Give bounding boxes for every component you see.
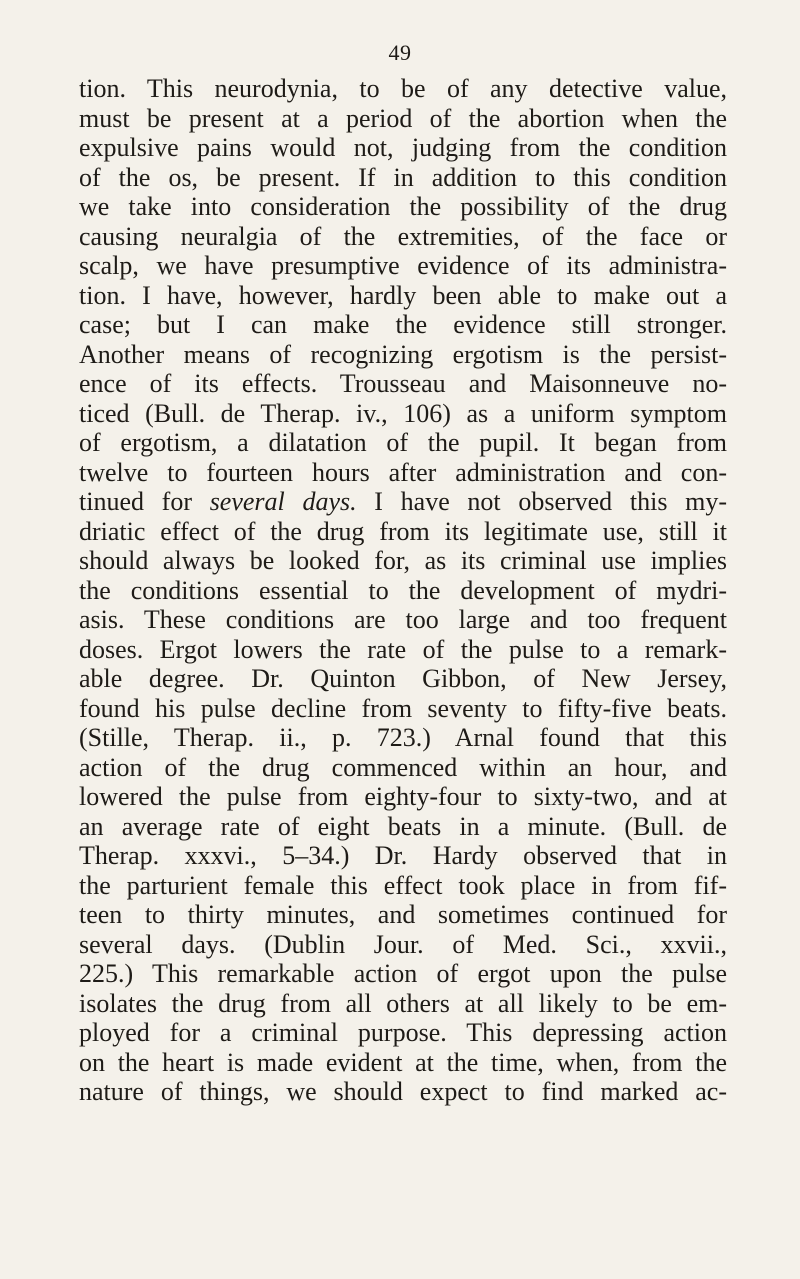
text-line: several days. (Dublin Jour. of Med. Sci., xxvii., xyxy=(79,929,727,959)
text-line: the conditions essential to the development of mydri- xyxy=(79,575,727,605)
text-line: an average rate of eight beats in a minute. (Bull. de xyxy=(79,811,727,841)
text-fragment: tinued for xyxy=(79,487,210,516)
text-line: driatic effect of the drug from its legitimate use, still it xyxy=(79,516,727,546)
text-line: tion. I have, however, hardly been able to make out a xyxy=(79,280,727,310)
text-line: Another means of recognizing ergotism is the persist- xyxy=(79,339,727,369)
text-line: isolates the drug from all others at all likely to be em- xyxy=(79,988,727,1018)
text-line: 225.) This remarkable action of ergot upon the pulse xyxy=(79,959,727,988)
text-line: ployed for a criminal purpose. This depressing action xyxy=(79,1018,727,1047)
text-line: Therap. xxxvi., 5–34.) Dr. Hardy observed that in xyxy=(79,841,727,870)
text-line: (Stille, Therap. ii., p. 723.) Arnal found that this xyxy=(79,723,727,752)
text-line: action of the drug commenced within an hour, and xyxy=(79,752,727,782)
text-line: of ergotism, a dilatation of the pupil. It began from xyxy=(79,428,727,457)
text-line: the parturient female this effect took place in from fif- xyxy=(79,870,727,900)
text-line: tion. This neurodynia, to be of any detective value, xyxy=(79,74,727,103)
page-number: 49 xyxy=(388,40,412,65)
text-line: on the heart is made evident at the time, when, from the xyxy=(79,1047,727,1077)
body-text xyxy=(79,74,727,1107)
text-line: nature of things, we should expect to find marked ac- xyxy=(79,1077,727,1106)
text-line: able degree. Dr. Quinton Gibbon, of New Jersey, xyxy=(79,664,727,693)
text-line: doses. Ergot lowers the rate of the pulse to a remark- xyxy=(79,634,727,664)
emphasis-text: several days. xyxy=(209,487,357,516)
text-line: twelve to fourteen hours after administration and con- xyxy=(79,457,727,487)
text-line: must be present at a period of the abortion when the xyxy=(79,103,727,133)
text-line: case; but I can make the evidence still stronger. xyxy=(79,310,727,339)
text-line: we take into consideration the possibility of the drug xyxy=(79,192,727,221)
text-line: expulsive pains would not, judging from the condition xyxy=(79,133,727,162)
text-line: asis. These conditions are too large and too frequent xyxy=(79,605,727,634)
text-line-with-emphasis xyxy=(79,487,727,517)
text-fragment: I have not observed this my- xyxy=(356,487,728,516)
text-line: scalp, we have presumptive evidence of its administra- xyxy=(79,251,727,280)
text-line: ticed (Bull. de Therap. iv., 106) as a uniform symptom xyxy=(79,398,727,428)
text-line: found his pulse decline from seventy to fifty-five beats. xyxy=(79,693,727,723)
text-line: should always be looked for, as its criminal use implies xyxy=(79,546,727,575)
text-line: ence of its effects. Trousseau and Maisonneuve no- xyxy=(79,369,727,398)
text-line: causing neuralgia of the extremities, of the face or xyxy=(79,221,727,251)
text-line: lowered the pulse from eighty-four to sixty-two, and at xyxy=(79,782,727,811)
text-line: teen to thirty minutes, and sometimes continued for xyxy=(79,900,727,929)
text-line: of the os, be present. If in addition to this condition xyxy=(79,162,727,192)
